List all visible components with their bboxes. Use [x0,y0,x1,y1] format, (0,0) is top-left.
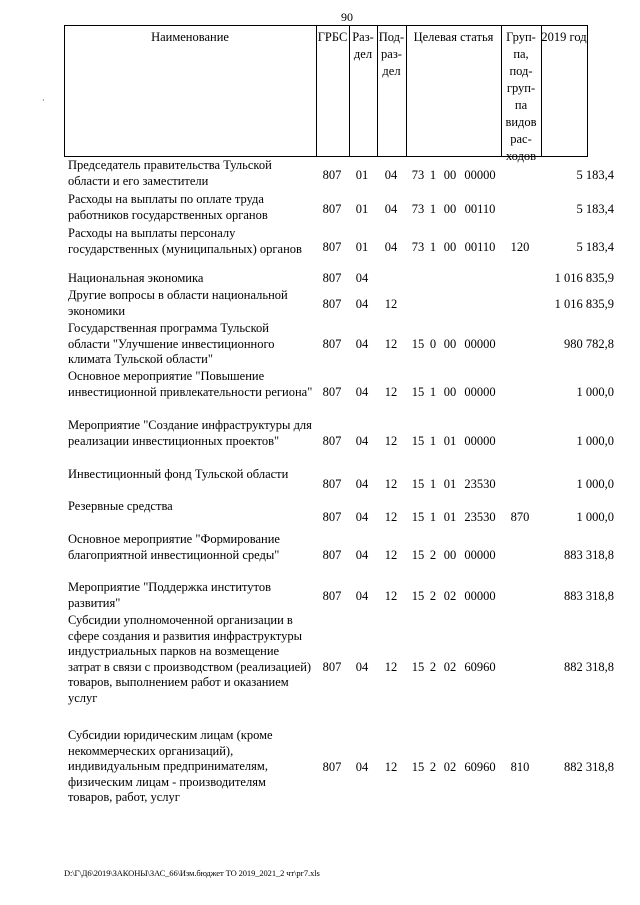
cell-rz: 04 [355,271,369,285]
cell-amount: 980 782,8 [564,337,614,351]
cell-grbs: 807 [322,337,342,351]
cell-grbs: 807 [322,434,342,448]
cell-cs1: 15 [411,589,425,603]
cell-cs2: 1 [429,477,437,491]
cell-rz: 04 [355,434,369,448]
cell-amount: 882 318,8 [564,760,614,774]
cell-pr: 12 [384,548,398,562]
cell-pr: 12 [384,760,398,774]
cell-grbs: 807 [322,271,342,285]
cell-amount: 883 318,8 [564,589,614,603]
cell-grbs: 807 [322,760,342,774]
cell-rz: 01 [355,240,369,254]
cell-amount: 1 000,0 [576,510,614,524]
row-name: Мероприятие "Поддержка институтов развития" [68,580,272,610]
header-divider [587,25,588,157]
cell-rz: 01 [355,202,369,216]
cell-cs3: 01 [443,477,457,491]
cell-cs2: 1 [429,510,437,524]
cell-cs3: 02 [443,589,457,603]
cell-cs2: 1 [429,434,437,448]
cell-cs3: 01 [443,434,457,448]
cell-amount: 1 016 835,9 [554,297,614,311]
cell-cs4: 00000 [464,385,496,399]
cell-grbs: 807 [322,477,342,491]
cell-grbs: 807 [322,202,342,216]
cell-amount: 1 000,0 [576,434,614,448]
table-header [64,25,588,163]
cell-pr: 12 [384,434,398,448]
cell-pr: 12 [384,477,398,491]
cell-cs2: 2 [429,548,437,562]
cell-pr: 04 [384,240,398,254]
page-number: 90 [341,10,353,24]
cell-rz: 04 [355,477,369,491]
cell-cs4: 60960 [464,760,496,774]
cell-pr: 12 [384,589,398,603]
header-razdel: Раз- дел [352,30,374,61]
cell-cs4: 00000 [464,548,496,562]
cell-cs4: 00110 [464,202,496,216]
cell-cs3: 02 [443,760,457,774]
cell-amount: 1 000,0 [576,477,614,491]
cell-rz: 04 [355,589,369,603]
cell-grbs: 807 [322,589,342,603]
row-name: Резервные средства [68,499,173,513]
cell-cs2: 2 [429,760,437,774]
cell-cs1: 15 [411,510,425,524]
cell-cs4: 60960 [464,660,496,674]
cell-pr: 12 [384,660,398,674]
row-name: Расходы на выплаты по оплате труда работников государственных органов [68,192,268,222]
row-name: Национальная экономика [68,271,204,285]
cell-cs1: 15 [411,477,425,491]
row-name: Государственная программа Тульской области "Улучшение инвестиционного климата Тульской области" [68,321,275,366]
cell-cs2: 2 [429,589,437,603]
cell-grbs: 807 [322,297,342,311]
cell-cs1: 73 [411,168,425,182]
row-name: Расходы на выплаты персоналу государственных (муниципальных) органов [68,226,302,256]
cell-cs1: 15 [411,660,425,674]
cell-amount: 882 318,8 [564,660,614,674]
row-name: Председатель правительства Тульской области и его заместители [68,158,272,188]
row-name: Другие вопросы в области национальной экономики [68,288,288,318]
cell-grbs: 807 [322,168,342,182]
row-name: Субсидии юридическим лицам (кроме некоммерческих организаций), индивидуальным предпринимателям, физическим лицам - производителям товаров, работ, услуг [68,728,273,804]
cell-cs3: 00 [443,337,457,351]
margin-mark: · [42,96,45,105]
header-year: 2019 год [541,30,587,44]
cell-cs2: 2 [429,660,437,674]
header-name: Наименование [151,30,229,44]
cell-cs4: 00110 [464,240,496,254]
cell-vr: 120 [510,240,530,254]
cell-cs3: 00 [443,202,457,216]
cell-cs4: 00000 [464,337,496,351]
cell-grbs: 807 [322,240,342,254]
cell-cs3: 00 [443,548,457,562]
row-name: Субсидии уполномоченной организации в сфере создания и развития инфраструктуры индустриальных парков на возмещение затрат в связи с производством (реализацией) товаров, выполнением работ и оказанием услуг [68,613,312,705]
cell-vr: 810 [510,760,530,774]
header-podrazdel: Под- раз- дел [378,30,405,78]
cell-cs2: 1 [429,385,437,399]
cell-grbs: 807 [322,510,342,524]
cell-cs3: 00 [443,168,457,182]
cell-cs4: 00000 [464,434,496,448]
cell-amount: 1 000,0 [576,385,614,399]
cell-pr: 04 [384,202,398,216]
row-name: Мероприятие "Создание инфраструктуры для реализации инвестиционных проектов" [68,418,312,448]
cell-rz: 04 [355,337,369,351]
cell-cs2: 1 [429,202,437,216]
cell-cs3: 00 [443,385,457,399]
cell-cs1: 73 [411,240,425,254]
cell-rz: 04 [355,510,369,524]
cell-cs2: 1 [429,240,437,254]
row-name: Основное мероприятие "Повышение инвестиционной привлекательности региона" [68,369,313,399]
cell-cs2: 0 [429,337,437,351]
cell-cs3: 00 [443,240,457,254]
cell-rz: 04 [355,297,369,311]
cell-pr: 12 [384,297,398,311]
header-target-article: Целевая статья [413,30,494,44]
cell-cs1: 15 [411,548,425,562]
header-expense-group: Груп- па, под- груп- па видов рас- ходов [505,30,537,163]
row-name: Инвестиционный фонд Тульской области [68,467,289,481]
cell-rz: 04 [355,548,369,562]
cell-cs4: 23530 [464,477,496,491]
cell-pr: 12 [384,510,398,524]
cell-cs1: 15 [411,760,425,774]
footer-file-path: D:\Г\Д6\2019\ЗАКОНЫ\ЗАС_66\Изм.бюджет ТО 2019_2021_2 чт\рг7.xls [64,868,320,878]
cell-amount: 883 318,8 [564,548,614,562]
cell-rz: 04 [355,385,369,399]
cell-cs2: 1 [429,168,437,182]
cell-amount: 1 016 835,9 [554,271,614,285]
cell-vr: 870 [510,510,530,524]
cell-cs4: 00000 [464,168,496,182]
cell-amount: 5 183,4 [576,168,614,182]
cell-amount: 5 183,4 [576,202,614,216]
header-top-border [64,25,588,26]
cell-cs1: 15 [411,434,425,448]
cell-pr: 04 [384,168,398,182]
cell-rz: 04 [355,760,369,774]
cell-grbs: 807 [322,548,342,562]
cell-rz: 04 [355,660,369,674]
cell-rz: 01 [355,168,369,182]
cell-cs4: 00000 [464,589,496,603]
cell-cs1: 73 [411,202,425,216]
cell-cs3: 02 [443,660,457,674]
row-name: Основное мероприятие "Формирование благоприятной инвестиционной среды" [68,532,280,562]
cell-grbs: 807 [322,385,342,399]
cell-cs4: 23530 [464,510,496,524]
cell-cs1: 15 [411,337,425,351]
cell-cs3: 01 [443,510,457,524]
cell-pr: 12 [384,385,398,399]
cell-grbs: 807 [322,660,342,674]
cell-pr: 12 [384,337,398,351]
header-grbs: ГРБС [317,30,348,44]
cell-amount: 5 183,4 [576,240,614,254]
cell-cs1: 15 [411,385,425,399]
